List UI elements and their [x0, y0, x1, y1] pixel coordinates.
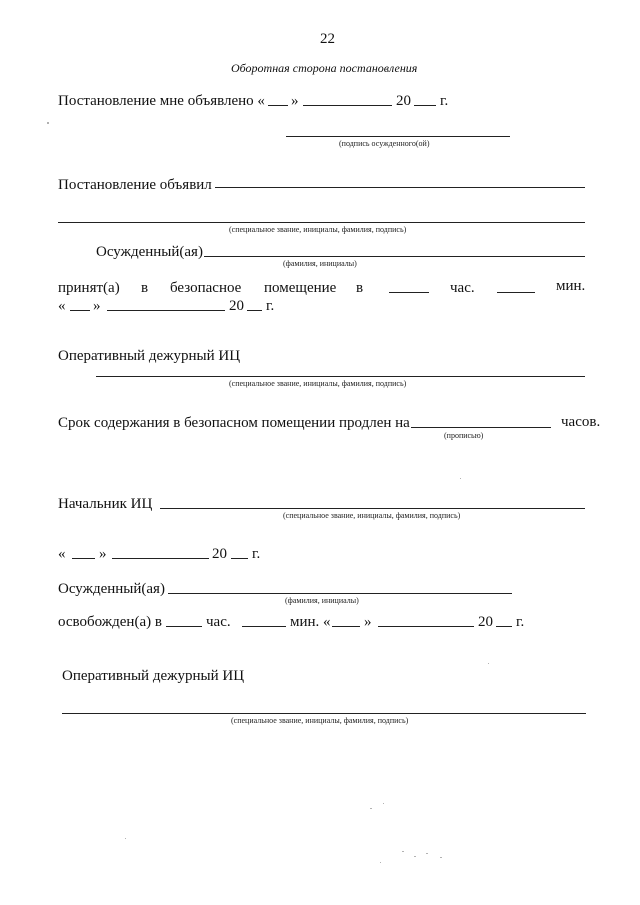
year-suffix: г.	[440, 93, 449, 109]
duty-officer1-label: Оперативный дежурный ИЦ	[58, 348, 241, 364]
year-prefix: 20	[229, 298, 244, 314]
extension-blank[interactable]	[411, 427, 551, 428]
convict1-line[interactable]	[204, 256, 585, 257]
admitted-word-3: безопасное	[170, 280, 242, 296]
convict2-caption: (фамилия, инициалы)	[285, 596, 359, 605]
year-blank[interactable]	[414, 105, 436, 106]
extension-caption: (прописью)	[444, 431, 484, 440]
admitted-word-2: в	[141, 280, 149, 296]
year-suffix: г.	[266, 298, 275, 314]
scan-speck	[488, 663, 489, 664]
admitted-word-5: в	[356, 280, 364, 296]
scan-speck	[380, 862, 381, 863]
announcer-line[interactable]	[215, 187, 585, 188]
year-prefix: 20	[212, 546, 227, 562]
chief-line[interactable]	[160, 508, 585, 509]
quote-open: «	[58, 546, 66, 562]
month-blank[interactable]	[303, 105, 392, 106]
announcer-label: Постановление объявил	[58, 177, 212, 193]
day-blank[interactable]	[268, 105, 288, 106]
hours-blank[interactable]	[166, 626, 202, 627]
chief-caption: (специальное звание, инициалы, фамилия, подпись)	[283, 511, 461, 520]
admitted-word-4: помещение	[264, 280, 337, 296]
duty-officer1-line[interactable]	[96, 376, 585, 377]
minutes-blank[interactable]	[242, 626, 286, 627]
scan-speck	[426, 853, 428, 854]
page-header: Оборотная сторона постановления	[231, 61, 418, 75]
minutes-label: мин. «	[290, 614, 331, 630]
quote-close: »	[99, 546, 107, 562]
convict1-caption: (фамилия, инициалы)	[283, 259, 357, 268]
minutes-label: мин.	[556, 278, 586, 294]
minutes-blank[interactable]	[497, 292, 535, 293]
page-number: 22	[320, 31, 335, 47]
quote-close: »	[93, 298, 101, 314]
duty-officer1-caption: (специальное звание, инициалы, фамилия, подпись)	[229, 379, 407, 388]
extension-unit: часов.	[561, 414, 601, 430]
hours-label: час.	[450, 280, 475, 296]
day-blank[interactable]	[72, 558, 95, 559]
year-suffix: г.	[516, 614, 525, 630]
scan-speck	[47, 122, 49, 124]
announced-label: Постановление мне объявлено «	[58, 93, 265, 109]
announcer-line-2[interactable]	[58, 222, 585, 223]
quote-close: »	[291, 93, 299, 109]
admitted-word-1: принят(а)	[58, 280, 120, 296]
hours-label: час.	[206, 614, 231, 630]
duty-officer2-label: Оперативный дежурный ИЦ	[62, 668, 245, 684]
year-suffix: г.	[252, 546, 261, 562]
scan-speck	[383, 803, 384, 804]
chief-label: Начальник ИЦ	[58, 496, 153, 512]
month-blank[interactable]	[378, 626, 474, 627]
convict1-label: Осужденный(ая)	[96, 244, 203, 260]
year-blank[interactable]	[247, 310, 262, 311]
announcer-caption: (специальное звание, инициалы, фамилия, подпись)	[229, 225, 407, 234]
convict2-label: Осужденный(ая)	[58, 581, 165, 597]
signature-line[interactable]	[286, 136, 510, 137]
scan-speck	[370, 808, 372, 809]
scan-speck	[414, 856, 416, 857]
scan-speck	[440, 857, 442, 858]
signature-caption: (подпись осужденного(ой)	[339, 139, 430, 148]
scan-speck	[460, 478, 461, 479]
year-blank[interactable]	[231, 558, 248, 559]
year-blank[interactable]	[496, 626, 512, 627]
quote-open: «	[58, 298, 66, 314]
hours-blank[interactable]	[389, 292, 429, 293]
day-blank[interactable]	[332, 626, 360, 627]
quote-close: »	[364, 614, 372, 630]
released-label: освобожден(а) в	[58, 614, 162, 630]
extension-label: Срок содержания в безопасном помещении продлен на	[58, 415, 410, 431]
scan-speck	[125, 838, 126, 839]
day-blank[interactable]	[70, 310, 90, 311]
month-blank[interactable]	[107, 310, 225, 311]
duty-officer2-caption: (специальное звание, инициалы, фамилия, подпись)	[231, 716, 409, 725]
year-prefix: 20	[478, 614, 493, 630]
duty-officer2-line[interactable]	[62, 713, 586, 714]
scan-speck	[402, 851, 404, 852]
year-prefix: 20	[396, 93, 411, 109]
month-blank[interactable]	[112, 558, 209, 559]
convict2-line[interactable]	[168, 593, 512, 594]
